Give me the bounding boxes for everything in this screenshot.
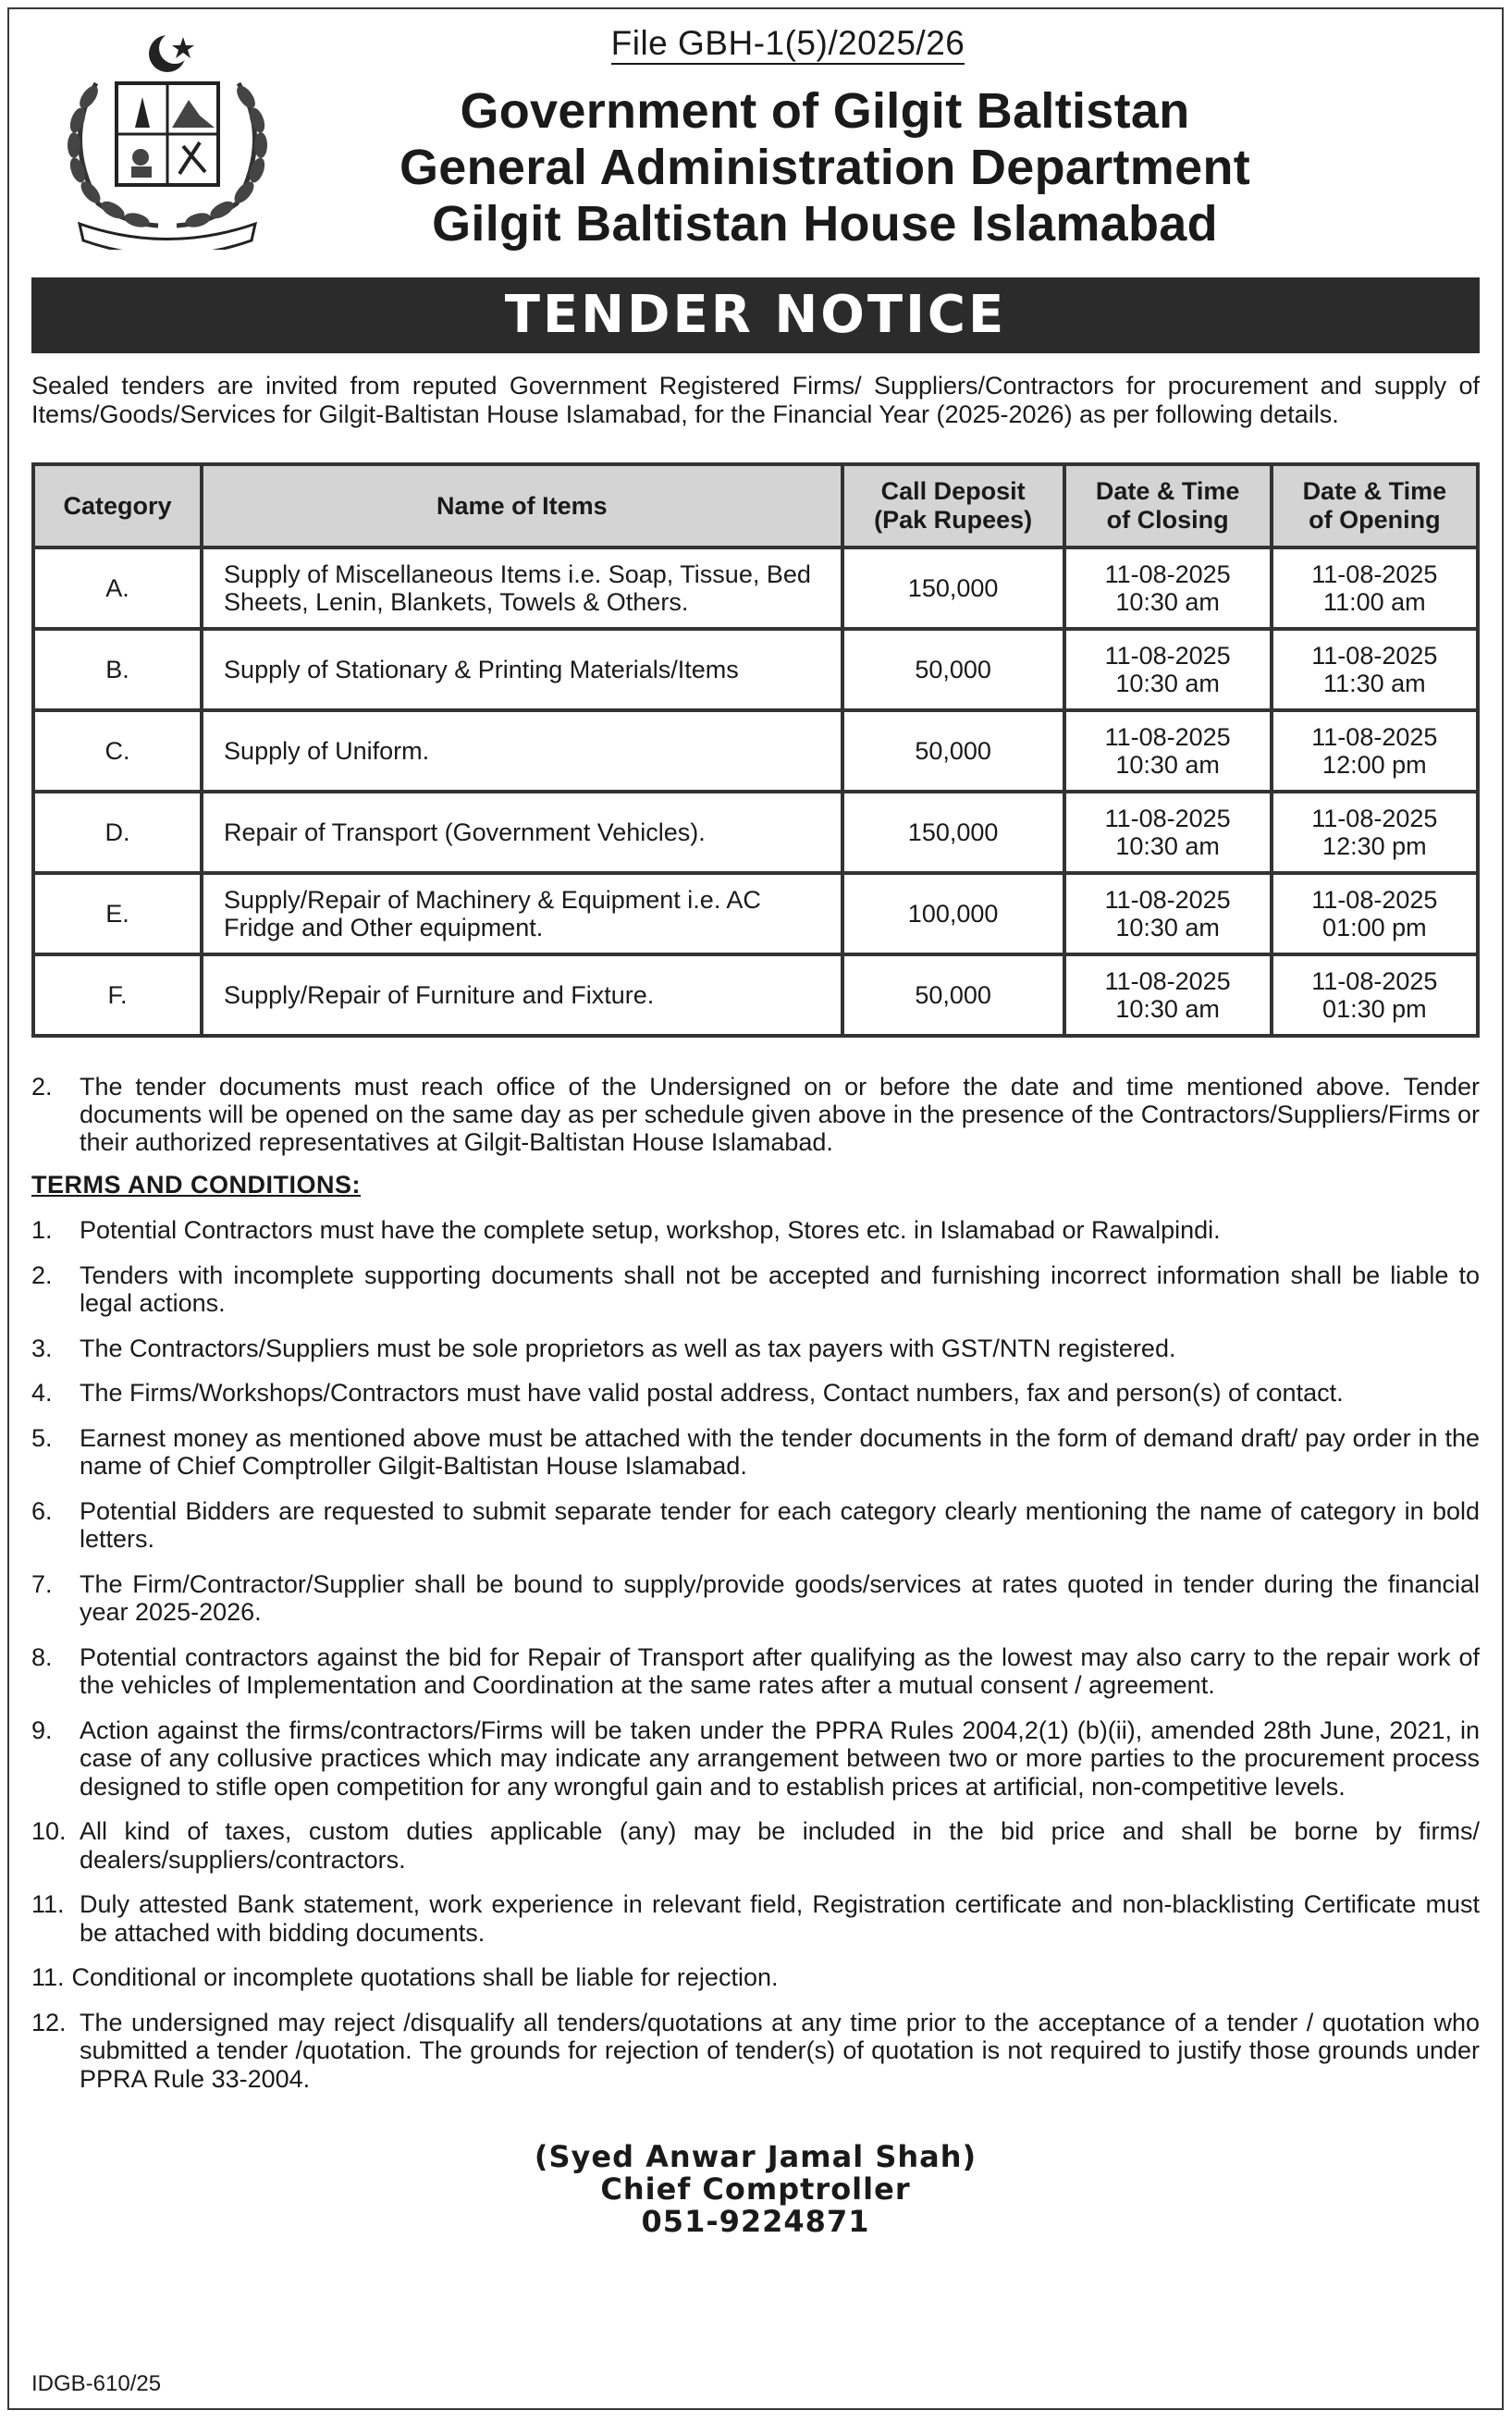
submission-paragraph [31, 1073, 1480, 1156]
term-item [31, 1716, 1480, 1802]
paragraph-text: The tender documents must reach office of the Undersigned on or before the date and time mentioned above. Tender documents will be opened on the same day as per schedule given above in the presence of the Contractors/Suppliers/Firms or their authorized representatives at Gilgit-Baltistan House Islamabad. [80, 1073, 1480, 1156]
term-number: 7. [31, 1569, 53, 1598]
row-category: D. [33, 792, 202, 873]
row-closing: 11-08-2025 10:30 am [1064, 873, 1272, 954]
intro-paragraph: Sealed tenders are invited from reputed Government Registered Firms/ Suppliers/Contractors for procurement and supply of Items/Goods/Services for Gilgit-Baltistan House Islamabad, for the Financial Year (2025-2026) as per following details. [31, 372, 1480, 428]
term-item [31, 2009, 1480, 2094]
term-item [31, 1643, 1480, 1700]
row-deposit: 50,000 [842, 629, 1064, 710]
term-item [31, 1424, 1480, 1481]
term-text: All kind of taxes, custom duties applicable (any) may be included in the bid price and shall be borne by firms/ dealers/suppliers/contractors. [80, 1817, 1480, 1874]
row-item-name: Repair of Transport (Government Vehicles). [202, 792, 842, 873]
deposit-header: Call Deposit (Pak Rupees) [842, 464, 1064, 547]
row-closing: 11-08-2025 10:30 am [1064, 547, 1272, 629]
row-category: C. [33, 710, 202, 792]
term-item [31, 1261, 1480, 1318]
row-opening: 11-08-2025 11:30 am [1272, 629, 1478, 710]
term-text: Potential contractors against the bid for Repair of Transport after qualifying as the lowest may also carry to the repair work of the vehicles of Implementation and Coordination at the same rates after a mutual consent / agreement. [80, 1642, 1480, 1699]
government-title: Government of Gilgit Baltistan [460, 83, 1190, 139]
term-text: Duly attested Bank statement, work experience in relevant field, Registration certificate and non-blacklisting Certificate must be attached with bidding documents. [80, 1890, 1480, 1947]
term-item [31, 1216, 1480, 1245]
row-category: A. [33, 547, 202, 629]
term-number: 8. [31, 1642, 53, 1671]
row-item-name: Supply/Repair of Machinery & Equipment i.e. AC Fridge and Other equipment. [202, 873, 842, 954]
table-row [33, 547, 1478, 629]
table-header-row [33, 464, 1478, 547]
header-titles [309, 83, 1480, 252]
signatory-phone: 051-9224871 [641, 2204, 870, 2239]
term-text: Action against the firms/contractors/Firms will be taken under the PPRA Rules 2004,2(1) (b)(ii), amended 28th June, 2021, in case of any collusive practices which may indicate any arrangement between two or more parties to the procurement process designed to stifle open competition for any wrongful gain and to establish prices at artificial, non-competitive levels. [80, 1716, 1480, 1801]
term-item [31, 1817, 1480, 1874]
closing-header: Date & Time of Closing [1064, 464, 1272, 547]
term-text: The undersigned may reject /disqualify all tenders/quotations at any time prior to the acceptance of a tender / quotation who submitted a tender /quotation. The grounds for rejection of tender(s) of quotation is not required to justify those grounds under PPRA Rule 33-2004. [80, 2008, 1480, 2093]
term-text: Potential Contractors must have the complete setup, workshop, Stores etc. in Islamabad or Rawalpindi. [80, 1216, 1221, 1244]
term-item [31, 1497, 1480, 1554]
row-category: B. [33, 629, 202, 710]
tender-notice-page [7, 7, 1504, 2410]
reference-number: IDGB-610/25 [31, 2371, 162, 2396]
term-item [31, 1334, 1480, 1363]
term-number: 10. [31, 1817, 67, 1845]
term-number: 2. [31, 1261, 53, 1289]
tender-items-table [31, 462, 1480, 1038]
term-number: 4. [31, 1379, 53, 1407]
tender-notice-banner: TENDER NOTICE [31, 277, 1480, 353]
term-text: Potential Bidders are requested to submit separate tender for each category clearly mentioning the name of category in bold letters. [80, 1496, 1480, 1553]
term-number: 12. [31, 2008, 67, 2036]
table-row [33, 873, 1478, 954]
category-header: Category [33, 464, 202, 547]
office-title: Gilgit Baltistan House Islamabad [432, 196, 1218, 252]
row-deposit: 100,000 [842, 873, 1064, 954]
table-row [33, 954, 1478, 1036]
signature-block [31, 2141, 1480, 2238]
row-item-name: Supply/Repair of Furniture and Fixture. [202, 954, 842, 1036]
term-text: The Firms/Workshops/Contractors must have valid postal address, Contact numbers, fax and person(s) of contact. [80, 1379, 1344, 1407]
term-number: 11. [31, 1963, 65, 1991]
row-item-name: Supply of Stationary & Printing Materials/Items [202, 629, 842, 710]
row-deposit: 50,000 [842, 710, 1064, 792]
header [31, 9, 1480, 277]
term-item [31, 1570, 1480, 1627]
opening-header: Date & Time of Opening [1272, 464, 1478, 547]
row-deposit: 150,000 [842, 547, 1064, 629]
term-text: The Firm/Contractor/Supplier shall be bound to supply/provide goods/services at rates quoted in tender during the financial year 2025-2026. [80, 1569, 1480, 1626]
row-opening: 11-08-2025 01:00 pm [1272, 873, 1478, 954]
term-number: 1. [31, 1216, 53, 1244]
row-deposit: 150,000 [842, 792, 1064, 873]
row-closing: 11-08-2025 10:30 am [1064, 792, 1272, 873]
row-opening: 11-08-2025 12:00 pm [1272, 710, 1478, 792]
row-item-name: Supply of Miscellaneous Items i.e. Soap, Tissue, Bed Sheets, Lenin, Blankets, Towels & Others. [202, 547, 842, 629]
term-number: 5. [31, 1423, 53, 1452]
row-closing: 11-08-2025 10:30 am [1064, 710, 1272, 792]
items-header: Name of Items [202, 464, 842, 547]
row-category: E. [33, 873, 202, 954]
term-number: 9. [31, 1716, 53, 1744]
row-deposit: 50,000 [842, 954, 1064, 1036]
department-title: General Administration Department [399, 140, 1251, 195]
term-item [31, 1963, 1480, 1992]
signatory-name: (Syed Anwar Jamal Shah) [534, 2139, 977, 2174]
table-row [33, 710, 1478, 792]
term-text: Earnest money as mentioned above must be attached with the tender documents in the form of demand draft/ pay order in the name of Chief Comptroller Gilgit-Baltistan House Islamabad. [80, 1423, 1480, 1480]
row-opening: 11-08-2025 11:00 am [1272, 547, 1478, 629]
term-item [31, 1890, 1480, 1947]
table-row [33, 792, 1478, 873]
term-number: 11. [31, 1890, 65, 1918]
term-text: Conditional or incomplete quotations shall be liable for rejection. [71, 1963, 779, 1991]
signatory-title: Chief Comptroller [600, 2171, 911, 2207]
terms-heading: TERMS AND CONDITIONS: [31, 1171, 361, 1199]
row-opening: 11-08-2025 01:30 pm [1272, 954, 1478, 1036]
term-item [31, 1379, 1480, 1408]
file-number: File GBH-1(5)/2025/26 [31, 24, 1480, 63]
term-text: The Contractors/Suppliers must be sole proprietors as well as tax payers with GST/NTN registered. [80, 1334, 1176, 1362]
term-number: 6. [31, 1496, 53, 1525]
row-closing: 11-08-2025 10:30 am [1064, 629, 1272, 710]
row-item-name: Supply of Uniform. [202, 710, 842, 792]
row-category: F. [33, 954, 202, 1036]
row-closing: 11-08-2025 10:30 am [1064, 954, 1272, 1036]
paragraph-number: 2. [31, 1073, 53, 1101]
row-opening: 11-08-2025 12:30 pm [1272, 792, 1478, 873]
table-row [33, 629, 1478, 710]
term-text: Tenders with incomplete supporting documents shall not be accepted and furnishing incorrect information shall be liable to legal actions. [80, 1261, 1480, 1317]
term-number: 3. [31, 1334, 53, 1362]
